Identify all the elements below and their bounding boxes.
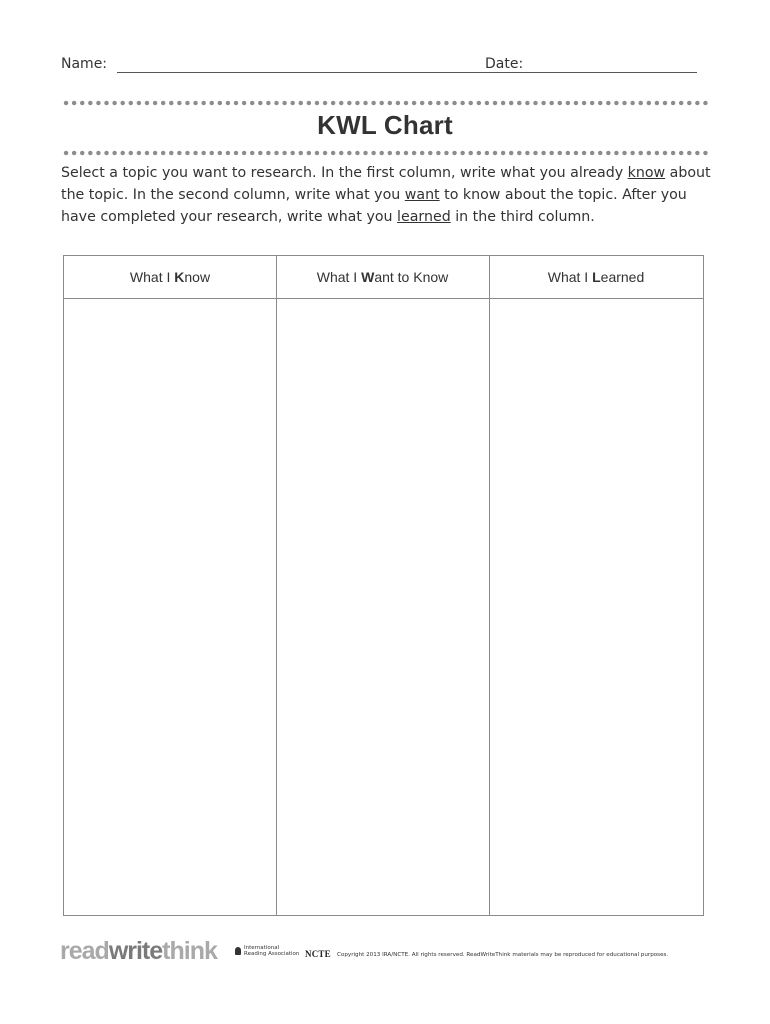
ira-logo — [244, 945, 299, 957]
copyright-text: Copyright 2013 IRA/NCTE. All rights reserved. ReadWriteThink materials may be reproduced for educational purposes. — [337, 952, 669, 958]
column-header-learned-pre: What I — [547, 269, 593, 285]
column-header-learned-post: earned — [600, 269, 645, 285]
ncte-logo: NCTE — [305, 949, 331, 959]
learned-column-area[interactable] — [490, 298, 703, 915]
column-header-learned — [489, 269, 703, 285]
instructions-text-1: Select a topic you want to research. In the first column, write what you already — [61, 165, 628, 181]
kwl-table — [63, 255, 704, 916]
instructions-text-3: to know about the topic. After you have completed your research, write what you — [61, 187, 687, 225]
want-column-area[interactable] — [277, 298, 489, 915]
column-header-want — [276, 269, 489, 285]
instructions-text-2: about the topic. In the second column, write what you — [61, 165, 711, 203]
footer — [60, 938, 710, 964]
date-field[interactable] — [529, 72, 697, 73]
ira-line-1: International — [244, 945, 280, 951]
instructions-want: want — [404, 187, 440, 203]
dotted-divider-bottom — [62, 150, 708, 156]
ira-icon — [235, 947, 241, 955]
name-label: Name: — [61, 56, 108, 72]
column-header-want-post: ant to Know — [374, 269, 449, 285]
date-label: Date: — [485, 56, 524, 72]
column-header-know — [64, 269, 276, 285]
column-header-know-bold: K — [174, 269, 185, 285]
instructions — [61, 162, 711, 228]
column-header-learned-bold: L — [592, 269, 601, 285]
instructions-learned: learned — [397, 209, 451, 225]
logo-write: write — [108, 937, 163, 965]
column-header-know-post: now — [184, 269, 211, 285]
instructions-text-4: in the third column. — [450, 209, 595, 225]
column-header-want-pre: What I — [316, 269, 362, 285]
column-header-want-bold: W — [361, 269, 375, 285]
instructions-know: know — [627, 165, 666, 181]
column-header-know-pre: What I — [129, 269, 175, 285]
ira-line-2: Reading Association — [244, 951, 300, 957]
name-field[interactable] — [117, 72, 535, 73]
know-column-area[interactable] — [64, 298, 276, 915]
page-title: KWL Chart — [317, 110, 453, 140]
logo-think: think — [162, 937, 217, 965]
dotted-divider-top — [62, 100, 708, 106]
readwritethink-logo — [60, 938, 217, 964]
logo-read: read — [60, 937, 109, 965]
header-row — [61, 55, 701, 77]
